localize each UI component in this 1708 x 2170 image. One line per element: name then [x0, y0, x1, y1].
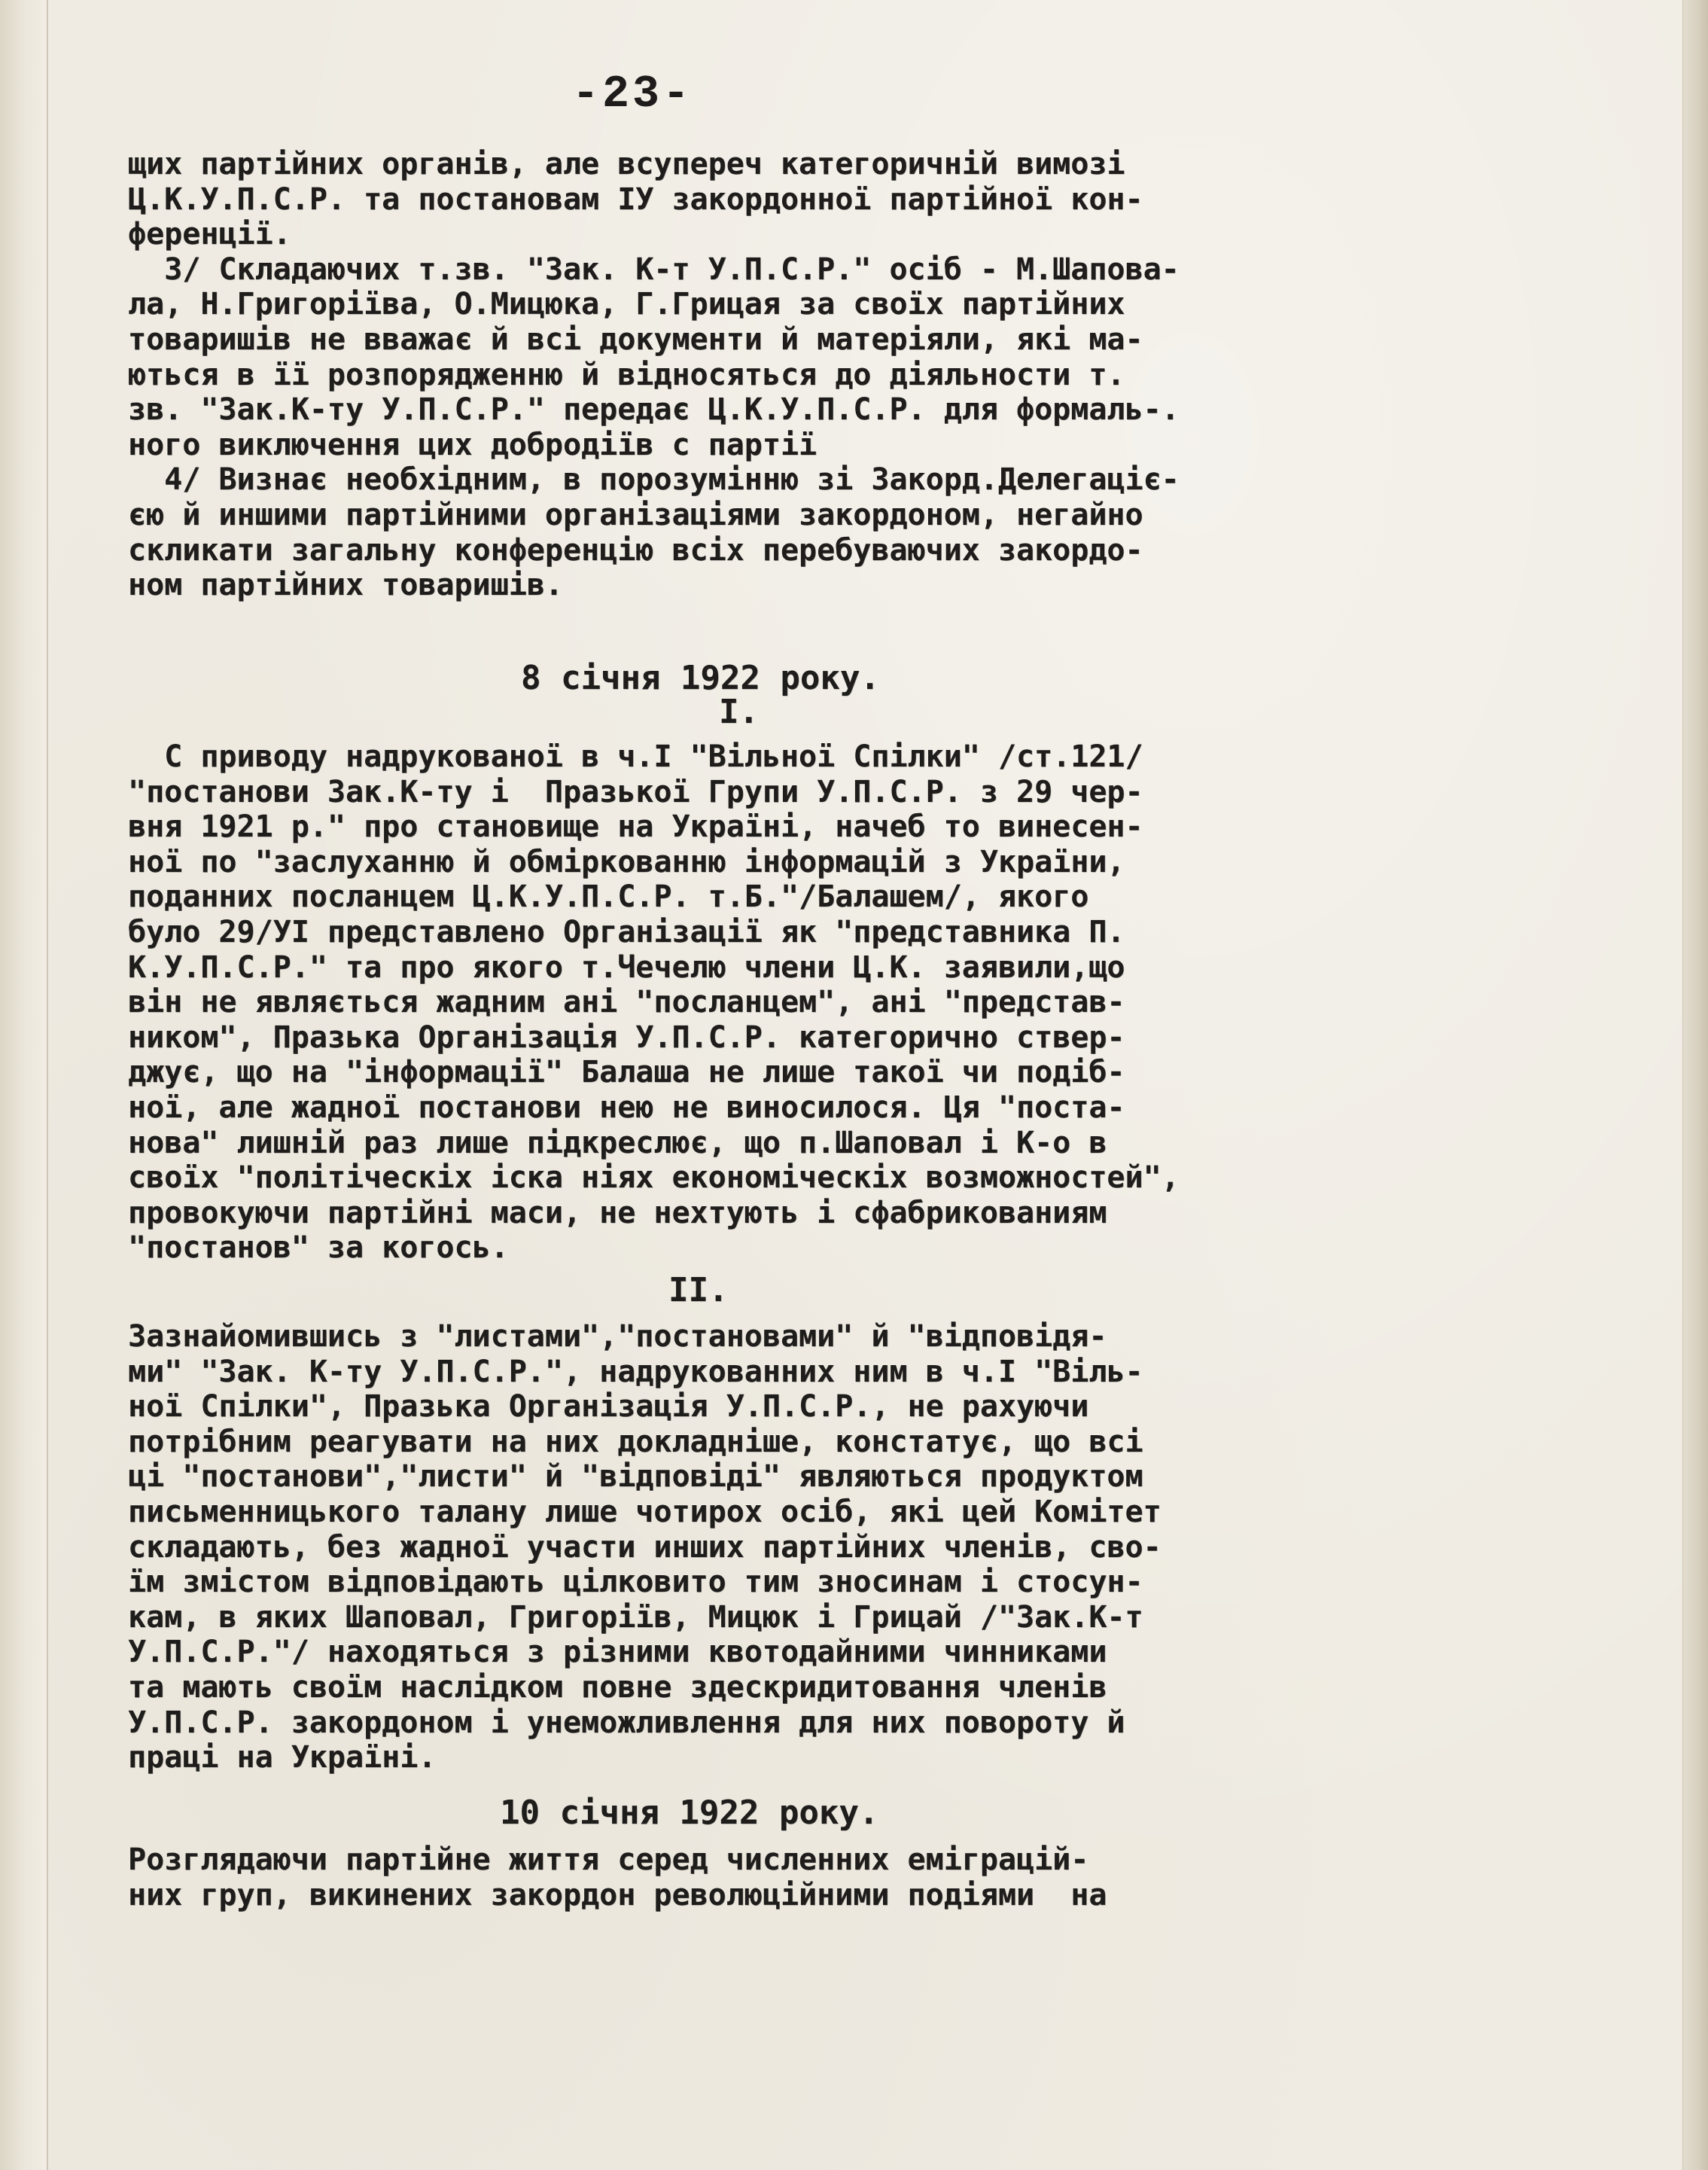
binding-edge: [0, 0, 48, 2170]
text-line: складають, без жадної участи инших партійних членів, сво-: [128, 1529, 1162, 1565]
text-line: 4/ Визнає необхідним, в порозумінню зі Закорд.Делегаціє-: [128, 462, 1180, 498]
text-line: своїх "політіческіх іска ніях економіческіх возможностей",: [128, 1160, 1180, 1196]
text-line: товаришів не вважає й всі документи й матеріяли, які ма-: [128, 322, 1143, 357]
text-line: ної Спілки", Празька Організація У.П.С.Р., не рахуючи: [128, 1389, 1089, 1425]
text-line: провокуючи партійні маси, не нехтують і сфабрикованиям: [128, 1195, 1107, 1230]
text-block-resolution-continuation: [128, 147, 1498, 603]
text-line: Зазнайомившись з "листами","постановами" й "відповідя-: [128, 1319, 1107, 1354]
text-line: ної по "заслуханню й обміркованню інформацій з України,: [128, 844, 1125, 879]
text-line: ці "постанови","листи" й "відповіді" являються продуктом: [128, 1459, 1143, 1495]
text-line: було 29/УІ представлено Організації як "представника П.: [128, 914, 1125, 949]
text-line: вня 1921 р." про становище на Україні, начеб то винесен-: [128, 809, 1143, 845]
text-line: "постанов" за когось.: [128, 1230, 509, 1266]
text-line: ником", Празька Організація У.П.С.Р. категорично ствер-: [128, 1019, 1125, 1055]
section-heading-1: I.: [719, 693, 759, 731]
date-heading-jan-10: 10 січня 1922 року.: [500, 1794, 879, 1832]
text-line: ном партійних товаришів.: [128, 568, 563, 603]
text-line: нова" лишній раз лише підкреслює, що п.Шаповал і К-о в: [128, 1125, 1107, 1160]
text-block-section-2: [128, 1319, 1498, 1775]
text-block-section-1: [128, 739, 1498, 1266]
section-heading-2: II.: [668, 1271, 729, 1309]
text-line: письменницького талану лише чотирох осіб, які цей Комітет: [128, 1494, 1162, 1529]
text-line: ної, але жадної постанови нею не виносилося. Ця "поста-: [128, 1090, 1125, 1125]
text-line: К.У.П.С.Р." та про якого т.Чечелю члени Ц.К. заявили,що: [128, 949, 1125, 985]
text-line: їм змістом відповідають цілковито тим зносинам і стосун-: [128, 1565, 1143, 1600]
text-line: зв. "Зак.К-ту У.П.С.Р." передає Ц.К.У.П.С.Р. для формаль-.: [128, 392, 1180, 428]
text-line: Ц.К.У.П.С.Р. та постановам ІУ закордонної партійної кон-: [128, 181, 1143, 217]
date-heading-jan-8: 8 січня 1922 року.: [521, 659, 880, 697]
page-edge: [1682, 0, 1708, 2170]
text-line: С приводу надрукованої в ч.І "Вільної Спілки" /ст.121/: [128, 739, 1143, 774]
page-number: -23-: [572, 69, 693, 120]
text-line: ференції.: [128, 217, 291, 252]
text-line: 3/ Складаючих т.зв. "Зак. К-т У.П.С.Р." осіб - М.Шапова-: [128, 251, 1180, 287]
text-line: джує, що на "інформації" Балаша не лише такої чи подіб-: [128, 1055, 1125, 1090]
text-line: У.П.С.Р."/ находяться з різними квотодайними чинниками: [128, 1635, 1107, 1670]
text-line: ються в її розпорядженню й відносяться до діяльности т.: [128, 357, 1125, 392]
text-line: кам, в яких Шаповал, Григоріїв, Мицюк і Грицай /"Зак.К-т: [128, 1599, 1143, 1635]
text-line: "постанови Зак.К-ту і Празької Групи У.П.С.Р. з 29 чер-: [128, 774, 1143, 809]
text-line: ми" "Зак. К-ту У.П.С.Р.", надрукованних ним в ч.І "Віль-: [128, 1354, 1143, 1389]
text-block-jan-10: [128, 1842, 1498, 1912]
text-line: ла, Н.Григоріїва, О.Мицюка, Г.Грицая за своїх партійних: [128, 287, 1125, 322]
text-line: скликати загальну конференцію всіх перебуваючих закордо-: [128, 532, 1143, 568]
text-line: праці на Україні.: [128, 1740, 437, 1775]
text-line: щих партійних органів, але всупереч категоричній вимозі: [128, 147, 1125, 181]
text-line: Розглядаючи партійне життя серед численних еміграцій-: [128, 1842, 1089, 1877]
text-line: них груп, викинених закордон революційними подіями на: [128, 1877, 1107, 1912]
text-line: потрібним реагувати на них докладніше, констатує, що всі: [128, 1424, 1143, 1459]
text-line: У.П.С.Р. закордоном і унеможливлення для них повороту й: [128, 1705, 1125, 1740]
text-line: ного виключення цих добродіїв с партії: [128, 427, 817, 462]
text-line: він не являється жадним ані "посланцем", ані "представ-: [128, 985, 1125, 1020]
text-line: та мають своїм наслідком повне здескридитовання членів: [128, 1669, 1107, 1705]
text-line: єю й иншими партійними організаціями закордоном, негайно: [128, 497, 1143, 532]
text-line: поданних посланцем Ц.К.У.П.С.Р. т.Б."/Балашем/, якого: [128, 879, 1089, 915]
